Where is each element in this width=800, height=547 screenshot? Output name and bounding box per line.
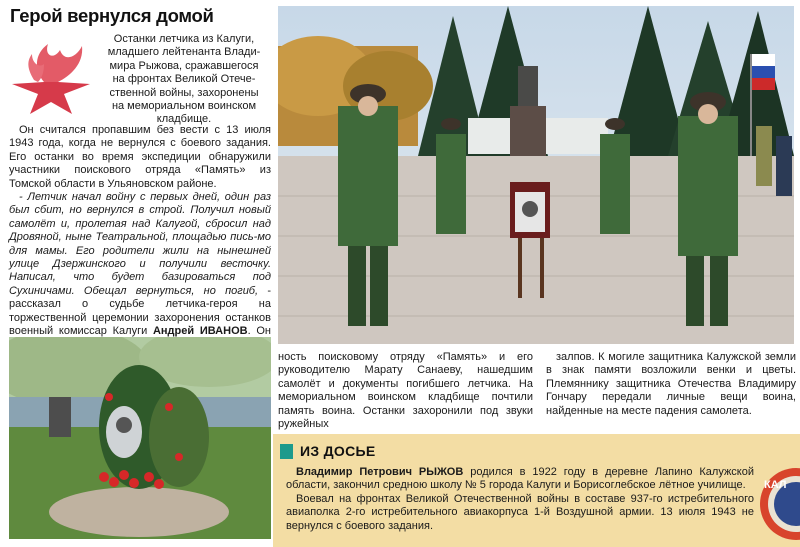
lead-line: на фронтах Великой Отече-: [112, 73, 256, 86]
dossier-box: [273, 434, 800, 547]
body-paragraph: Он считался пропавшим без вести с 13 июля 1943 года, когда не вернулся с боевого задания. Его останки во время экспедиции обнаружили участники поискового отряда «Память» из Томской области в Ульяновском районе.: [9, 124, 271, 190]
lead-line: на мемориальном воинском: [111, 100, 257, 113]
dossier-paragraph: [286, 466, 754, 493]
dossier-text: [286, 466, 754, 533]
attribution-end-text: . Он: [247, 325, 272, 338]
article-headline: Герой вернулся домой: [10, 5, 214, 26]
lead-line: ственной войны, захоронены: [109, 86, 259, 99]
article-lead: [100, 33, 268, 127]
article-body-column-2: ность поисковому отряду «Память» и его руководителю Марату Санаеву, нашедшим самолёт и документы погибшего летчика. На мемориальном воинском кладбище почтили память воина. Останки захоронили под звуки ружейных: [278, 351, 533, 431]
lead-line: Останки летчика из Калуги,: [113, 33, 255, 45]
lead-line: младшего лейтенанта Влади-: [107, 46, 261, 59]
dossier-paragraph: Воевал на фронтах Великой Отечественной войны в составе 937-го истребительного авиаполка 2-го истребительного авиакорпуса 1-й Воздушной армии. 13 июля 1943 не вернулся с боевого задания.: [286, 492, 754, 532]
dossier-person-name: Владимир Петрович РЫЖОВ: [296, 466, 464, 478]
commissar-name: Андрей ИВАНОВ: [152, 325, 248, 338]
article-body-column-1: [9, 124, 271, 352]
dossier-header: [280, 441, 376, 461]
dossier-bio-text: родился в 1922 году в деревне Лапино Калужской области, закончил средною школу № 5 города Калуги и Борисоглебское лётное училище.: [286, 466, 755, 492]
quote-paragraph: [9, 191, 271, 352]
article-body-column-3: залпов. К могиле защитника Калужской земли в знак памяти возложили венки и цветы. Племяннику защитника Отечества Владимиру Гончару передали личные вещи воина, найденные на месте падения самолета.: [546, 351, 796, 417]
attribution-text: - рассказал о судьбе летчика-героя на торжественной церемонии захоронения останков военный комиссар Калуги: [9, 284, 271, 338]
lead-line: кладбище.: [156, 113, 212, 126]
grave-photo: [9, 337, 271, 539]
dossier-title: ИЗ ДОСЬЕ: [300, 443, 376, 459]
section-badge-label: КАЛ: [764, 479, 787, 491]
quote-text: - Летчик начал войну с первых дней, один раз был сбит, но вернулся в строй. Получил новый самолёт и, пролетая над Калугой, сбросил над Дровяной, ныне Театральной, площадью пись-мо для мамы. Его родители жили на нынешней улице Дзержинского и получили весточку. Написал, что будет базироваться под Сухиничами. Обещал вернуться, но погиб,: [9, 191, 271, 297]
dossier-marker-icon: [280, 444, 293, 459]
eternal-flame-star-icon: [4, 36, 96, 116]
section-badge: [760, 460, 800, 547]
ceremony-photo: [278, 6, 794, 344]
lead-line: мира Рыжова, сражавшегося: [109, 59, 259, 72]
